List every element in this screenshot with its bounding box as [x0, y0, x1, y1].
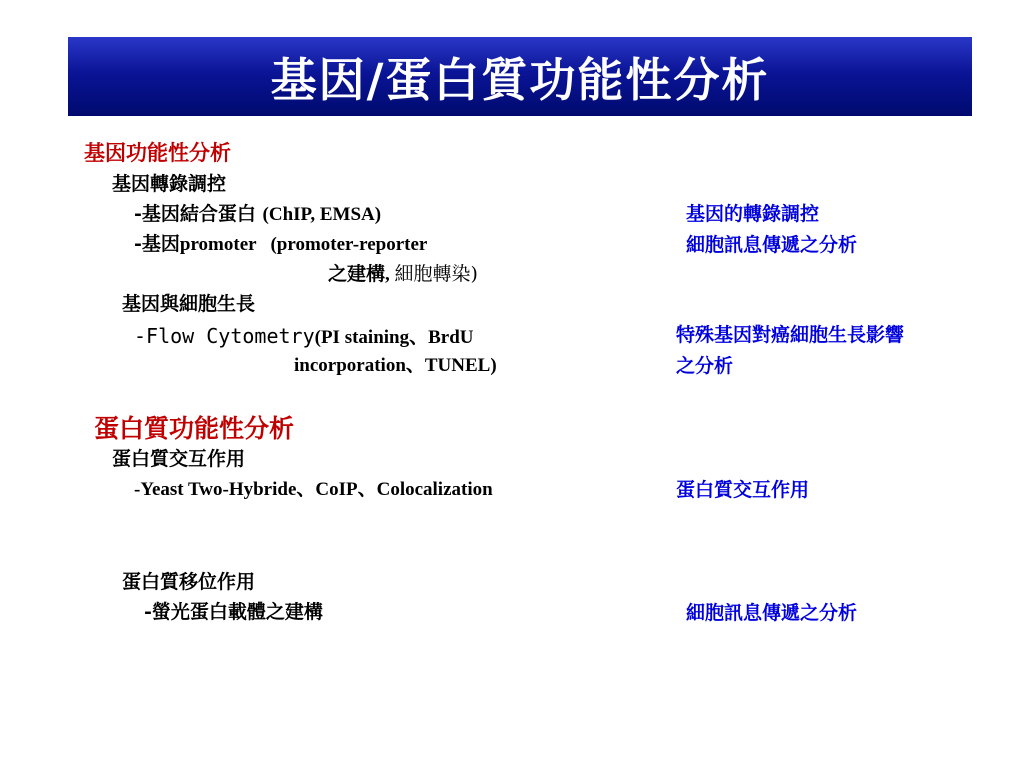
transcription-item-2-cont-a: 之建構 [328, 263, 386, 285]
title-banner [68, 37, 972, 116]
interaction-note: 蛋白質交互作用 [676, 479, 810, 501]
transcription-item-2 [134, 235, 427, 254]
translocation-item-1: -螢光蛋白載體之建構 [144, 601, 323, 623]
growth-item-1-cont: incorporation、TUNEL) [294, 355, 497, 376]
growth-item-1-mono: -Flow Cytometry [134, 324, 315, 348]
transcription-subheading: 基因轉錄調控 [112, 173, 227, 195]
transcription-note-1: 基因的轉錄調控 [686, 203, 820, 225]
growth-subheading: 基因與細胞生長 [122, 293, 256, 315]
interaction-subheading: 蛋白質交互作用 [112, 448, 246, 470]
growth-note-1: 特殊基因對癌細胞生長影響 [676, 324, 905, 346]
transcription-item-2-methods: promoter (promoter-reporter [179, 234, 428, 255]
transcription-item-2-cont [328, 265, 478, 284]
translocation-note: 細胞訊息傳遞之分析 [686, 602, 858, 624]
transcription-item-2-prefix: -基因 [134, 233, 180, 255]
protein-section-heading: 蛋白質功能性分析 [94, 414, 295, 443]
transcription-item-1 [134, 205, 381, 224]
growth-item-1 [134, 326, 474, 347]
growth-note-2: 之分析 [676, 355, 734, 377]
growth-item-1-methods: (PI staining、BrdU [314, 327, 474, 348]
gene-section-heading: 基因功能性分析 [84, 140, 231, 165]
slide-title: 基因/蛋白質功能性分析 [270, 52, 770, 107]
translocation-subheading: 蛋白質移位作用 [122, 571, 256, 593]
transcription-item-1-methods: (ChIP, EMSA) [262, 204, 382, 225]
transcription-note-2: 細胞訊息傳遞之分析 [686, 234, 858, 256]
transcription-item-2-cont-b: , [385, 264, 395, 285]
interaction-item-1: -Yeast Two-Hybride、CoIP、Colocalization [134, 479, 493, 500]
transcription-item-2-cont-c: 細胞轉染) [394, 263, 478, 285]
transcription-item-1-prefix: -基因結合蛋白 [134, 203, 256, 225]
